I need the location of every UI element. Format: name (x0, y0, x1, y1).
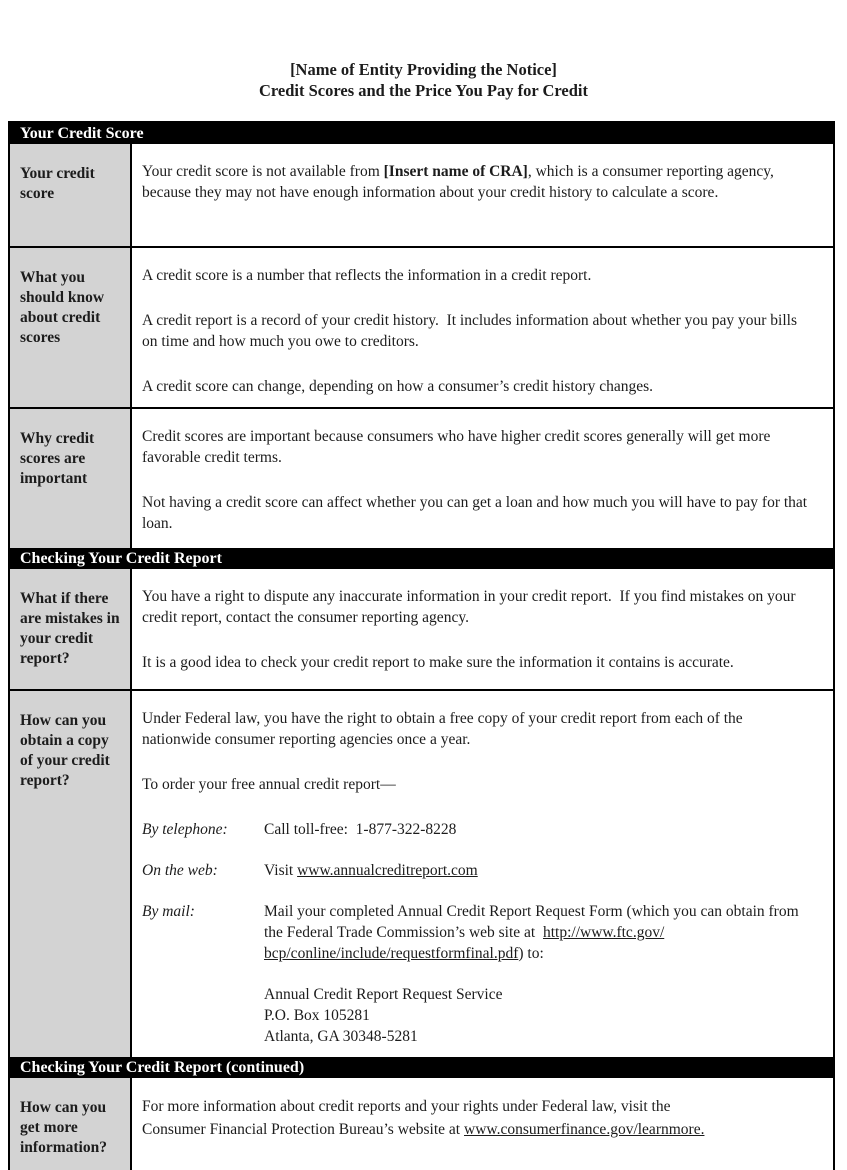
row-label-mistakes: What if there are mistakes in your credit report? (10, 569, 132, 689)
paragraph (142, 161, 815, 203)
row-label-more-info: How can you get more information? (10, 1078, 132, 1170)
text-segment: Mail your completed Annual Credit Report Request Form (which you can obtain from the Federal Trade Commission’s web site at (264, 903, 799, 941)
address-line: Atlanta, GA 30348-5281 (264, 1028, 418, 1045)
text-segment: For more information about credit reports and your rights under Federal law, visit the (142, 1098, 671, 1115)
table-row-why-important (10, 407, 833, 548)
address-line: Annual Credit Report Request Service (264, 986, 503, 1003)
table-row-your-credit-score (10, 144, 833, 246)
section-header-checking-your-credit-report: Checking Your Credit Report (10, 548, 833, 569)
ftc-request-form-link-line1[interactable]: http://www.ftc.gov/ (542, 924, 665, 941)
paragraph: It is a good idea to check your credit report to make sure the information it contains is accurate. (142, 654, 734, 671)
table-row-more-info (10, 1078, 833, 1170)
row-label-your-credit-score: Your credit score (10, 144, 132, 246)
row-content-obtain-copy (132, 691, 833, 1057)
table-row-mistakes (10, 569, 833, 689)
paragraph: To order your free annual credit report— (142, 776, 396, 793)
paragraph (142, 1095, 815, 1141)
document-title (0, 0, 847, 101)
paragraph: A credit score is a number that reflects the information in a credit report. (142, 267, 592, 284)
consumerfinance-link[interactable]: www.consumerfinance.gov/learnmore. (464, 1121, 705, 1138)
cra-name-placeholder: [Insert name of CRA] (383, 163, 528, 180)
paragraph: Not having a credit score can affect whether you can get a loan and how much you will have to pay for that loan. (142, 494, 808, 532)
text-segment: Your credit score is not available from (142, 163, 384, 180)
method-label-web: On the web: (142, 862, 218, 879)
mailing-address-block (264, 984, 815, 1047)
paragraph: Under Federal law, you have the right to obtain a free copy of your credit report from each of the nationwide consumer reporting agencies once a year. (142, 710, 743, 748)
annualcreditreport-link[interactable]: www.annualcreditreport.com (297, 862, 478, 879)
address-line: P.O. Box 105281 (264, 1007, 370, 1024)
row-label-why-important: Why credit scores are important (10, 409, 132, 548)
paragraph: You have a right to dispute any inaccurate information in your credit report. If you find mistakes on your credit report, contact the consumer reporting agency. (142, 588, 796, 626)
method-label-mail: By mail: (142, 903, 195, 920)
paragraph: Credit scores are important because consumers who have higher credit scores generally will get more favorable credit terms. (142, 428, 771, 466)
order-method-mail (142, 901, 815, 964)
paragraph: A credit report is a record of your credit history. It includes information about whether you pay your bills on time and how much you owe to creditors. (142, 312, 797, 350)
row-content-more-info (132, 1078, 833, 1170)
text-segment: Visit (264, 862, 298, 879)
row-label-what-you-should-know: What you should know about credit scores (10, 248, 132, 407)
text-segment: Consumer Financial Protection Bureau’s website at (142, 1121, 464, 1138)
row-content-mistakes (132, 569, 833, 689)
paragraph: A credit score can change, depending on how a consumer’s credit history changes. (142, 378, 654, 395)
row-content-what-you-should-know (132, 248, 833, 407)
section-header-your-credit-score: Your Credit Score (10, 123, 833, 144)
text-segment: ) to: (518, 945, 544, 962)
method-label-telephone: By telephone: (142, 821, 228, 838)
row-label-obtain-copy: How can you obtain a copy of your credit report? (10, 691, 132, 1057)
order-method-telephone (142, 819, 815, 840)
table-row-obtain-copy (10, 689, 833, 1057)
row-content-your-credit-score (132, 144, 833, 246)
section-header-checking-continued: Checking Your Credit Report (continued) (10, 1057, 833, 1078)
method-value-telephone: Call toll-free: 1-877-322-8228 (264, 821, 457, 838)
method-value-web (264, 860, 815, 881)
title-entity-line: [Name of Entity Providing the Notice] (290, 60, 557, 79)
title-subject-line: Credit Scores and the Price You Pay for Credit (258, 81, 589, 100)
method-value-mail (264, 901, 815, 964)
credit-score-notice-table (8, 121, 835, 1170)
ftc-request-form-link-line2[interactable]: bcp/conline/include/requestformfinal.pdf (264, 945, 519, 962)
table-row-what-you-should-know (10, 246, 833, 407)
row-content-why-important (132, 409, 833, 548)
order-method-web (142, 860, 815, 881)
text-segment: , which is a consumer reporting agency, because they may not have enough information about your credit history to calculate a score. (142, 163, 774, 201)
